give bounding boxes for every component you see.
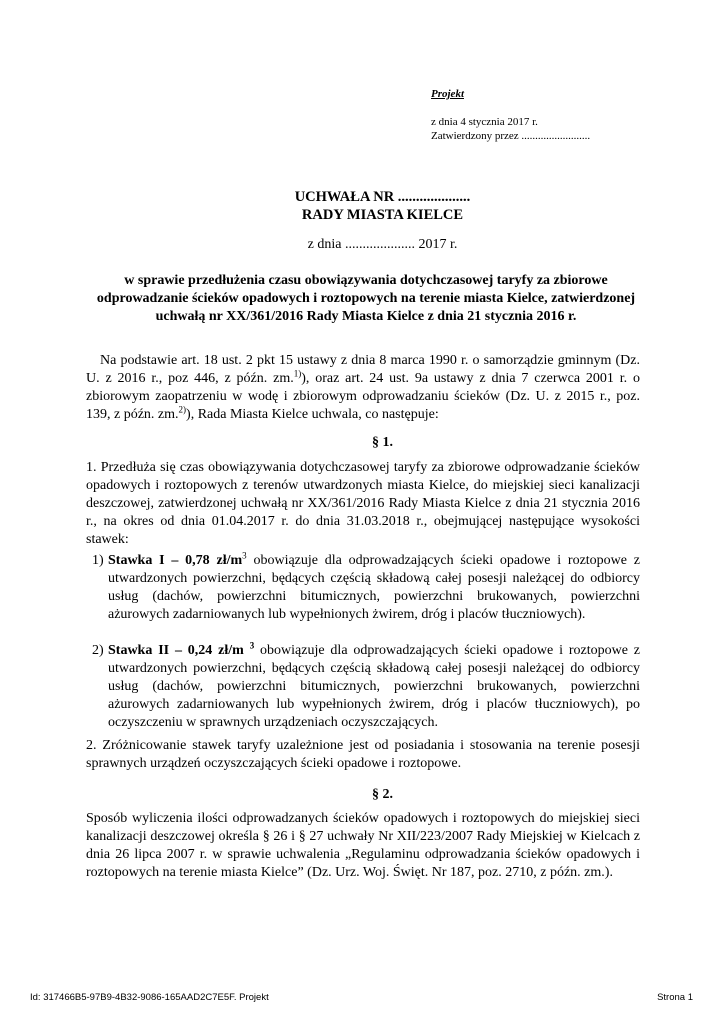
project-date: z dnia 4 stycznia 2017 r. xyxy=(431,116,538,128)
rate-item-1-text: obowiązuje dla odprowadzających ścieki opadowe i roztopowe z utwardzonych powierzchni, będących częścią składową całej posesji należącej do odbiorcy usług (dachów, powierzchni bitumicznych, powierzchni brukowanych, powierzchni ażurowych zadarniowanych lub wypełnionych żwirem, dróg i placów tłuczniowych). xyxy=(108,553,641,622)
legal-basis-paragraph xyxy=(86,352,640,424)
section-2-paragraph: Sposób wyliczenia ilości odprowadzanych ścieków opadowych i roztopowych do miejskiej sieci kanalizacji deszczowej określa § 26 i § 27 uchwały Nr XII/223/2007 Rady Miejskiej w Kielcach z dnia 26 lipca 2007 r. w sprawie uchwalenia „Regulaminu odprowadzania ścieków opadowych i roztopowych na terenie miasta Kielce” (Dz. Urz. Woj. Święt. Nr 187, poz. 2710, z późn. zm.). xyxy=(86,811,640,880)
section-2-heading: § 2. xyxy=(372,787,393,802)
approved-by-line: Zatwierdzony przez ......................... xyxy=(431,130,591,142)
footnote-ref-1: 1) xyxy=(293,368,302,379)
resolution-number-title: UCHWAŁA NR .................... xyxy=(294,189,471,205)
council-name-title: RADY MIASTA KIELCE xyxy=(301,207,464,223)
rate-item-2 xyxy=(92,640,641,732)
rate-item-2-text: obowiązuje dla odprowadzających ścieki opadowe i roztopowe z utwardzonych powierzchni, będących częścią składową całej posesji należącej do odbiorcy usług (dachów, powierzchni bitumicznych, powierzchni brukowanych, powierzchni ażurowych zadarniowanych lub wypełnionych żwirem, dróg i placów tłuczniowych), po oczyszczeniu w sprawnych urządzeniach oczyszczających. xyxy=(108,643,641,730)
project-label: Projekt xyxy=(431,88,464,100)
rate-item-2-number: 2) xyxy=(92,643,104,658)
resolution-subject: w sprawie przedłużenia czasu obowiązywania dotychczasowej taryfy za zbiorowe odprowadzanie ścieków opadowych i roztopowych na terenie miasta Kielce, zatwierdzonej uchwałą nr XX/361/2016 Rady Miasta Kielce z dnia 21 stycznia 2016 r. xyxy=(96,273,636,324)
page-number-footer: Strona 1 xyxy=(657,992,693,1003)
rate-item-1-label: Stawka I – 0,78 zł/m xyxy=(108,553,243,568)
section-1-paragraph-2: 2. Zróżnicowanie stawek taryfy uzależnione jest od posiadania i stosowania na terenie posesji sprawnych urządzeń oczyszczających ścieki opadowe i roztopowe. xyxy=(86,738,640,771)
project-date-block xyxy=(431,115,590,143)
section-1-paragraph-1: 1. Przedłuża się czas obowiązywania dotychczasowej taryfy za zbiorowe odprowadzanie ścieków opadowych i roztopowych z terenów utwardzonych miasta Kielce, do miejskiej sieci kanalizacji deszczowej, zatwierdzonej uchwałą nr XX/361/2016 Rady Miasta Kielce z dnia 21 stycznia 2016 r., na okres od dnia 01.04.2017 r. do dnia 31.03.2018 r., obejmującej następujące wysokości stawek: xyxy=(86,460,640,547)
rate-item-2-unit-sup: 3 xyxy=(249,640,255,651)
document-id-footer: Id: 317466B5-97B9-4B32-9086-165AAD2C7E5F. Projekt xyxy=(30,992,269,1003)
rate-item-2-label: Stawka II – 0,24 zł/m xyxy=(108,643,250,658)
rate-item-1-number: 1) xyxy=(92,553,104,568)
legal-basis-part3: ), Rada Miasta Kielce uchwala, co następuje: xyxy=(186,407,439,422)
footnote-ref-2: 2) xyxy=(178,404,187,415)
resolution-date: z dnia .................... 2017 r. xyxy=(307,237,458,252)
rate-item-1-unit-sup: 3 xyxy=(242,550,247,561)
legal-basis-part2: ), oraz art. 24 ust. 9a ustawy z dnia 7 czerwca 2001 r. o zbiorowym zaopatrzeniu w wodę i zbiorowym odprowadzaniu ścieków (Dz. U. z 2015 r., poz. 139, z późn. zm. xyxy=(86,371,641,422)
section-1-heading: § 1. xyxy=(372,435,393,450)
rate-item-1 xyxy=(92,550,641,624)
legal-basis-part1: Na podstawie art. 18 ust. 2 pkt 15 ustawy z dnia 8 marca 1990 r. o samorządzie gminnym (Dz. U. z 2016 r., poz 446, z późn. zm. xyxy=(86,353,640,386)
